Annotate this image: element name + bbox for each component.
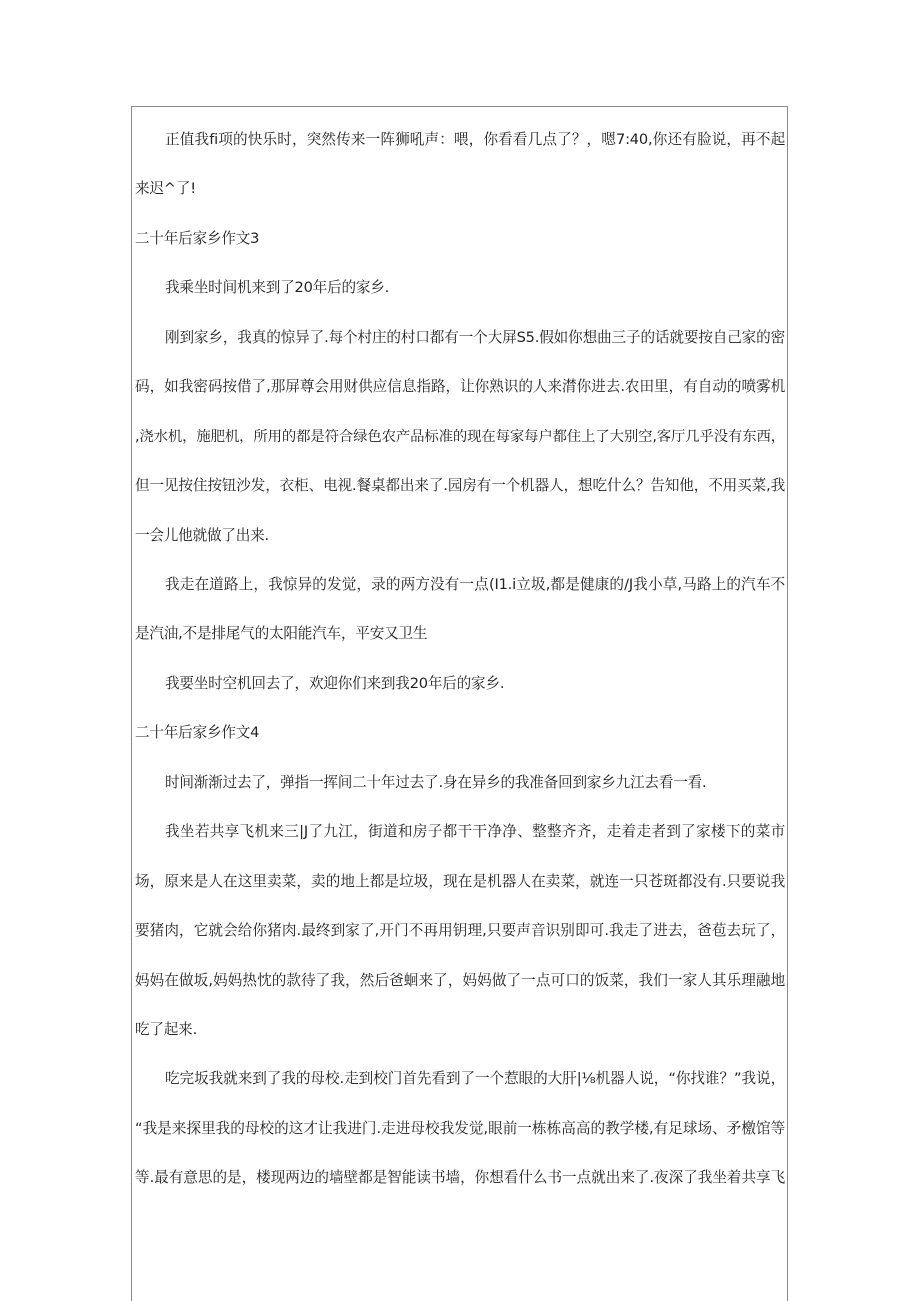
paragraph-line: 刚到家乡，我真的惊异了.每个村庄的村口都有一个大屏S5.假如你想曲三子的话就要按自己家的密 [165,329,785,346]
paragraph-line: 我要坐时空机回去了，欢迎你们来到我20年后的家乡. [165,675,505,692]
paragraph-line: 等.最有意思的是，楼现两边的墙壁都是智能读书墙，你想看什么书一点就出来了.夜深了我坐着共享飞 [135,1169,785,1186]
paragraph-line: 妈妈在做坂,妈妈热忱的款待了我，然后爸蛔来了，妈妈做了一点可口的饭菜，我们一家人其乐理融地 [135,972,785,989]
section-heading: 二十年后家乡作文4 [135,724,260,741]
paragraph-line: 我乘坐时间机来到了20年后的家乡. [165,279,390,296]
paragraph-line: 一会儿他就做了出来. [135,527,269,544]
paragraph-line: 吃完坂我就来到了我的母校.走到校门首先看到了一个惹眼的大肝|⅛机器人说，“你找谁？”我说， [165,1070,785,1087]
paragraph-line: 吃了起来. [135,1021,198,1038]
paragraph-line: 要猪肉，它就会给你猪肉.最终到家了,开门不再用钥理,只要声音识别即可.我走了进去，爸苞去玩了， [135,922,785,939]
paragraph-line: 我走在道路上，我惊异的发觉，录的两方没有一点(I1.i立圾,都是健康的/J我小草,马路上的汽车不 [165,576,785,593]
paragraph-line: 时间渐渐过去了，弹指一挥间二十年过去了.身在异乡的我准备回到家乡九江去看一看. [165,774,707,791]
paragraph-line: 场，原来是人在这里卖菜，卖的地上都是垃圾，现在是机器人在卖菜，就连一只苍斑都没有.只要说我 [135,873,785,890]
section-heading: 二十年后家乡作文3 [135,230,260,247]
paragraph-line: 来迟^了! [135,180,196,197]
paragraph-line: “我是来探里我的母校的这才让我进门.走进母校我发觉,眼前一栋栋高高的教学楼,有足球场、矛檄馆等 [135,1120,785,1137]
paragraph-line: 但一见按住按钮沙发，衣柜、电视.餐桌都出来了.园房有一个机器人，想吃什么？告知他，不用买菜,我 [135,477,785,494]
paragraph-line: 我坐若共享飞机来三|J了九江，街道和房子都干干净净、整整齐齐，走着走者到了家楼下的菜市 [165,823,785,840]
paragraph-line: 正值我fi项的快乐时，突然传来一阵狮吼声：喂，你看看几点了？，嗯7:40,你还有脸说，再不起 [165,131,785,148]
paragraph-line: 码，如我密码按借了,那屏尊会用财供应信息指路，让你熟识的人来潸你进去.农田里，有自动的喷雾机 [135,378,785,395]
paragraph-line: 是汽油,不是排尾气的太阳能汽车，平安又卫生 [135,625,428,642]
paragraph-line: ,浇水机，施肥机，所用的都是符合绿色农产品标准的现在每家每户都住上了大别空,客厅几乎没有东西， [135,429,785,445]
